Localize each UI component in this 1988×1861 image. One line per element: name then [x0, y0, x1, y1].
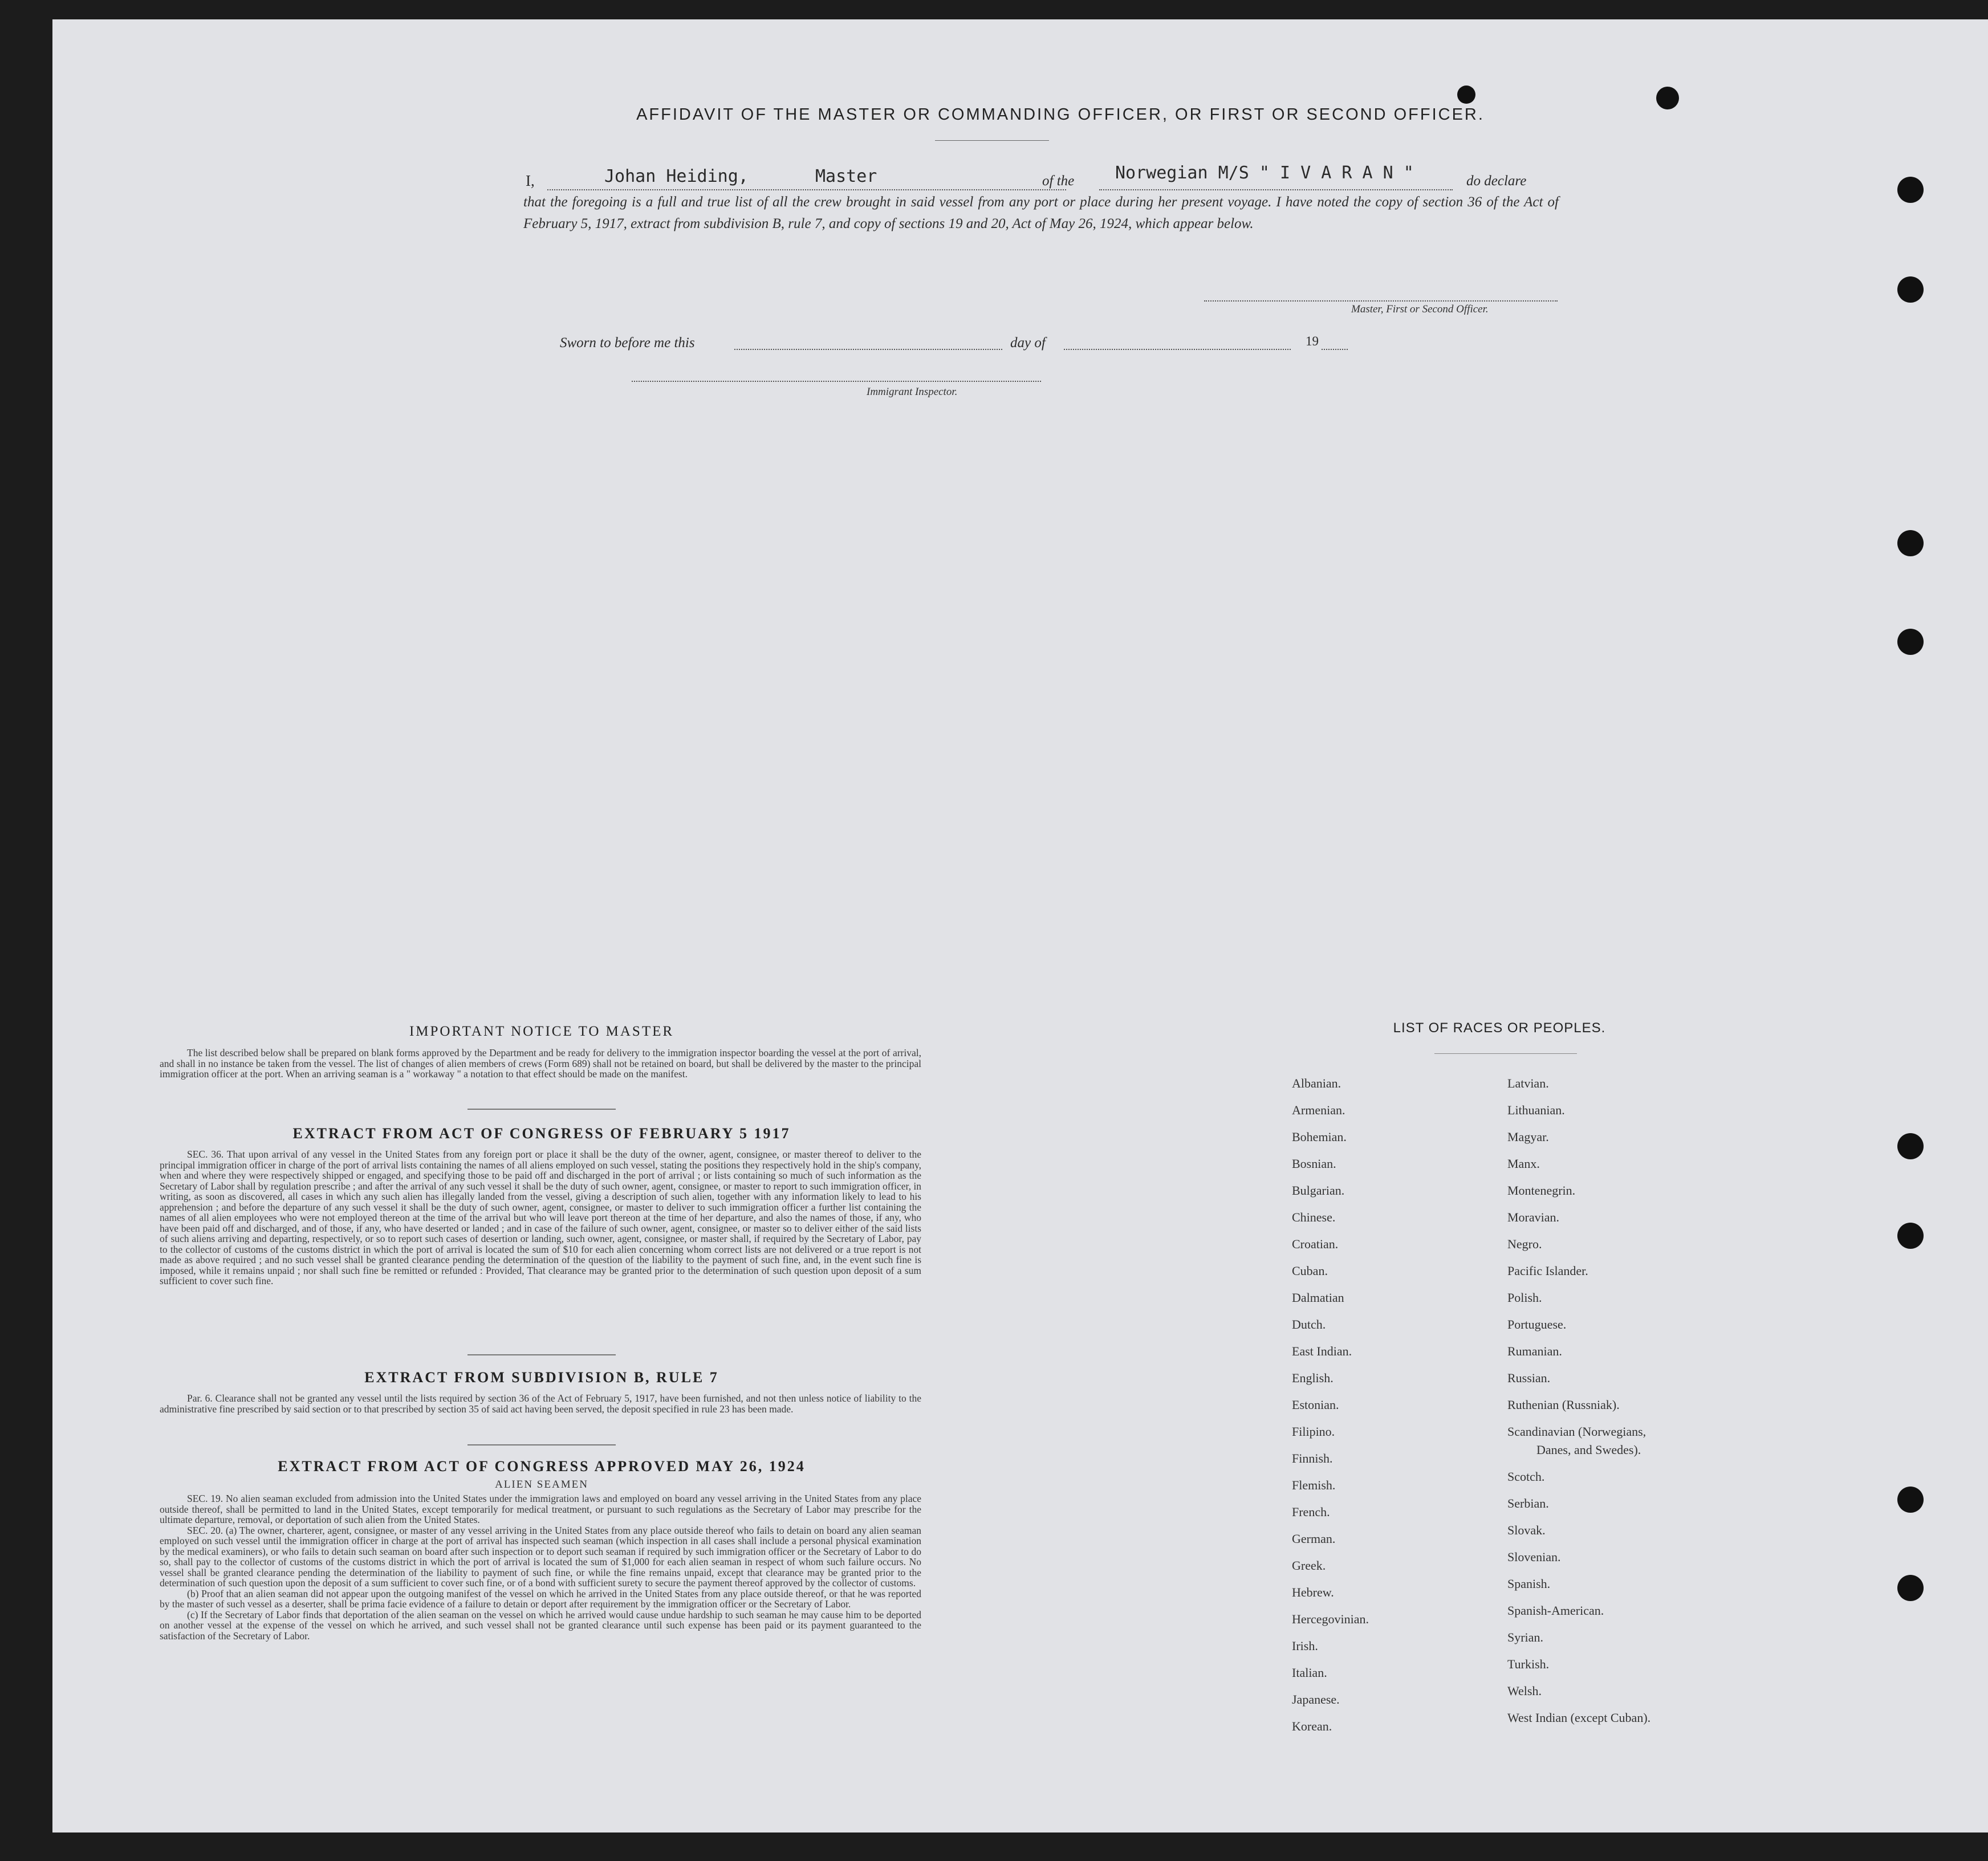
race-item: Magyar. [1507, 1130, 1549, 1144]
race-item: French. [1292, 1505, 1330, 1519]
ink-blot [1457, 85, 1475, 104]
master-rank: Master [815, 166, 877, 186]
race-item: Latvian. [1507, 1076, 1549, 1090]
sec20c-body: (c) If the Secretary of Labor finds that deportation of the alien seaman on the vessel on which he arrived would cause undue hardship to such seaman he may cause him to be deported on another vessel at the expense of the vessel on which he arrived, and such vessel shall not be granted clearance until such expense has been paid or its payment guaranteed to the satisfaction of the Secretary of Labor. [160, 1608, 921, 1642]
race-item: East Indian. [1292, 1344, 1352, 1358]
race-item: Hercegovinian. [1292, 1612, 1369, 1626]
race-item: Italian. [1292, 1665, 1327, 1680]
punch-hole [1897, 177, 1924, 203]
race-item: Danes, and Swedes). [1536, 1443, 1641, 1457]
race-item: Ruthenian (Russniak). [1507, 1398, 1620, 1412]
race-item: Slovak. [1507, 1523, 1546, 1537]
sec19-body: SEC. 19. No alien seaman excluded from admission into the United States under the immigration laws and employed on board any vessel arriving in the United States from any place outside thereof, shall be permitted to land in the United States, except temporarily for medical treatment, or pursuant to such regulations as the Secretary of Labor may prescribe for the ultimate departure, removal, or deportation of such alien from the United States. [160, 1493, 921, 1525]
notice-text-body: The list described below shall be prepared on blank forms approved by the Department and be ready for delivery to the immigration inspector boarding the vessel at the port of arrival, and shall in no instance be taken from the vessel. The list of changes of alien members of crews (Form 689) shall not be retained on board, but shall be delivered by the master to the principal immigration officer at the port. When an arriving seaman is a " workaway " a notation to that effect should be made on the manifest. [160, 1047, 921, 1080]
races-heading-rule [1434, 1053, 1577, 1054]
extract-1917-body: SEC. 36. That upon arrival of any vessel in the United States from any foreign port or place it shall be the duty of the owner, agent, consignee, or master thereof to deliver to the principal immigration officer in charge of the port of arrival lists containing the names of all aliens employed on such vessel, stating the positions they respectively hold in the ship's company, when and where they were respectively shipped or engaged, and specifying those to be paid off and discharged in the port of arrival ; or lists containing so much of such information as the Secretary of Labor shall by regulation prescribe ; and after the arrival of any such vessel it shall be the duty of such owner, agent, consignee, or master to report to such immigration officer, in writing, as soon as discovered, all cases in which any such alien has illegally landed from the vessel, giving a description of such alien, together with any information likely to lead to his apprehension ; and before the departure of any such vessel it shall be the duty of such owner, agent, consignee, or master to deliver to such immigration officer a further list containing the names of all alien employees who were not employed thereon at the time of the arrival but who will leave port thereon at the time of her departure, and also the names of those, if any, who have been paid off and discharged, and of those, if any, who have deserted or landed ; and in case of the failure of such owner, agent, consignee, or master so to deliver either of the said lists of such aliens arriving and departing, respectively, or so to report such cases of desertion or landing, such owner, agent, consignee, or master shall, if required by the Secretary of Labor, pay to the collector of customs of the customs district in which the port of arrival is located the sum of $10 for each alien concerning whom correct lists are not delivered or a true report is not made as above required ; and no such vessel shall be granted clearance pending the determination of the question of the liability to the payment of such fine, and, in the event such fine is imposed, while it remains unpaid ; nor shall such fine be remitted or refunded : Provided, That clearance may be granted prior to the determination of such question upon deposit of a sum sufficient to cover such fine. [160, 1149, 921, 1286]
sec19-paragraph [160, 1493, 921, 1525]
race-item: Bohemian. [1292, 1130, 1347, 1144]
extract-rule7-heading: EXTRACT FROM SUBDIVISION B, RULE 7 [364, 1369, 719, 1386]
sworn-date-line [734, 349, 1002, 350]
race-item: Flemish. [1292, 1478, 1336, 1492]
race-item: Bulgarian. [1292, 1183, 1345, 1198]
extract-rule7-body: Par. 6. Clearance shall not be granted any vessel until the lists required by section 36 of the Act of February 5, 1917, have been furnished, and not then unless notice of liability to the administrative fine prescribed by said section or to that prescribed by section 35 of said act having been served, the deposit specified in rule 23 has been made. [160, 1392, 921, 1415]
declaration-body: that the foregoing is a full and true list of all the crew brought in said vessel from any port or place during her present voyage. I have noted the copy of section 36 of the Act of February 5, 1917, extract from subdivision B, rule 7, and copy of sections 19 and 20, Act of May 26, 1924, which appear below. [523, 194, 1559, 231]
race-item: Scotch. [1507, 1469, 1545, 1484]
inspector-line [632, 381, 1041, 382]
sec20c-paragraph [160, 1610, 921, 1642]
punch-hole [1897, 1487, 1924, 1513]
race-item: Dutch. [1292, 1317, 1326, 1331]
punch-hole [1897, 530, 1924, 556]
declaration-line [523, 163, 1559, 192]
race-item: Pacific Islander. [1507, 1264, 1588, 1278]
race-item: Estonian. [1292, 1398, 1339, 1412]
affidavit-title: AFFIDAVIT OF THE MASTER OR COMMANDING OFFICER, OR FIRST OR SECOND OFFICER. [636, 105, 1485, 124]
year-line [1322, 349, 1348, 350]
vessel-name: Norwegian M/S " I V A R A N " [1115, 163, 1414, 183]
punch-hole [1897, 276, 1924, 303]
race-item: Dalmatian [1292, 1290, 1344, 1305]
race-item: West Indian (except Cuban). [1507, 1711, 1651, 1725]
race-item: Rumanian. [1507, 1344, 1562, 1358]
vessel-dotted-line [1099, 189, 1453, 190]
race-item: Filipino. [1292, 1424, 1335, 1439]
month-line [1064, 349, 1291, 350]
race-item: Chinese. [1292, 1210, 1336, 1224]
sec20b-paragraph [160, 1589, 921, 1610]
declaration-prefix: I, [526, 172, 535, 189]
race-item: Armenian. [1292, 1103, 1345, 1117]
race-item: Serbian. [1507, 1496, 1549, 1510]
race-item: Syrian. [1507, 1630, 1543, 1644]
races-heading: LIST OF RACES OR PEOPLES. [1393, 1020, 1606, 1036]
punch-hole [1656, 87, 1679, 109]
year-label: 19 [1306, 334, 1319, 348]
race-item: Manx. [1507, 1156, 1540, 1171]
punch-hole [1897, 1133, 1924, 1159]
race-item: Korean. [1292, 1719, 1332, 1733]
extract-1917-text [160, 1149, 921, 1286]
race-item: Turkish. [1507, 1657, 1550, 1671]
master-name: Johan Heiding, [604, 166, 749, 186]
race-item: Welsh. [1507, 1684, 1542, 1698]
race-item: Greek. [1292, 1558, 1326, 1573]
section-divider [467, 1109, 616, 1110]
notice-text [160, 1048, 921, 1080]
sworn-lead: Sworn to before me this [560, 335, 695, 351]
title-rule [935, 140, 1049, 141]
race-item: Slovenian. [1507, 1550, 1561, 1564]
of-the-label: of the [1042, 173, 1075, 189]
day-of-label: day of [1010, 335, 1046, 351]
race-item: Cuban. [1292, 1264, 1328, 1278]
punch-hole [1897, 629, 1924, 655]
race-item: Polish. [1507, 1290, 1542, 1305]
race-item: Russian. [1507, 1371, 1551, 1385]
sec20b-body: (b) Proof that an alien seaman did not appear upon the outgoing manifest of the vessel on which he arrived in the United States from any place outside thereof, or that he was reported by the master of such vessel as a deserter, shall be prima facie evidence of a failure to detain or deport after requirement by the immigration officer or the Secretary of Labor. [160, 1587, 921, 1610]
extract-1924-text [160, 1493, 921, 1641]
section-divider [467, 1354, 616, 1355]
extract-rule7-text [160, 1393, 921, 1414]
name-dotted-line [547, 189, 1066, 190]
race-item: Lithuanian. [1507, 1103, 1565, 1117]
race-item: Portuguese. [1507, 1317, 1567, 1331]
inspector-caption: Immigrant Inspector. [867, 386, 958, 398]
section-divider [467, 1444, 616, 1445]
extract-1917-heading: EXTRACT FROM ACT OF CONGRESS OF FEBRUARY 5 1917 [292, 1125, 791, 1142]
punch-hole [1897, 1575, 1924, 1601]
sec20a-paragraph [160, 1525, 921, 1589]
race-item: Negro. [1507, 1237, 1542, 1251]
race-item: Irish. [1292, 1639, 1318, 1653]
race-item: Albanian. [1292, 1076, 1341, 1090]
do-declare-label: do declare [1466, 173, 1527, 189]
race-item: Croatian. [1292, 1237, 1339, 1251]
race-item: English. [1292, 1371, 1334, 1385]
race-item: Spanish-American. [1507, 1603, 1604, 1618]
sec20a-body: SEC. 20. (a) The owner, charterer, agent, consignee, or master of any vessel arriving in the United States from any place outside thereof who fails to detain on board any alien seaman employed on such vessel until the immigration officer in charge at the port of arrival has inspected such seaman (which inspection in all cases shall include a personal physical examination by the medical examiners), or who fails to detain such seaman on board after such inspection or to deport such seaman if required by such immigration officer or the Secretary of Labor to do so, shall pay to the collector of customs of the customs district in which the port of arrival is located the sum of $1,000 for each alien seaman in respect of whom such failure occurs. No vessel shall be granted clearance pending the determination of the liability to payment of such fine, or while the fine remains unpaid, except that clearance may be granted prior to the determination of such question upon the deposit of a sum sufficient to cover such fine, or of a bond with sufficient surety to secure the payment thereof approved by the collector of customs. [160, 1524, 921, 1589]
signature-line [1204, 300, 1558, 302]
race-item: Montenegrin. [1507, 1183, 1576, 1198]
punch-hole [1897, 1223, 1924, 1249]
race-item: Finnish. [1292, 1451, 1333, 1465]
race-item: Scandinavian (Norwegians, [1507, 1424, 1646, 1439]
race-item: Bosnian. [1292, 1156, 1336, 1171]
race-item: Japanese. [1292, 1692, 1340, 1707]
race-item: Spanish. [1507, 1577, 1551, 1591]
race-item: German. [1292, 1532, 1336, 1546]
alien-seamen-subheading: ALIEN SEAMEN [495, 1479, 588, 1491]
race-item: Moravian. [1507, 1210, 1560, 1224]
extract-1924-heading: EXTRACT FROM ACT OF CONGRESS APPROVED MAY 26, 1924 [278, 1458, 806, 1475]
signature-caption: Master, First or Second Officer. [1351, 303, 1489, 315]
race-item: Hebrew. [1292, 1585, 1334, 1599]
notice-heading: IMPORTANT NOTICE TO MASTER [409, 1024, 674, 1039]
